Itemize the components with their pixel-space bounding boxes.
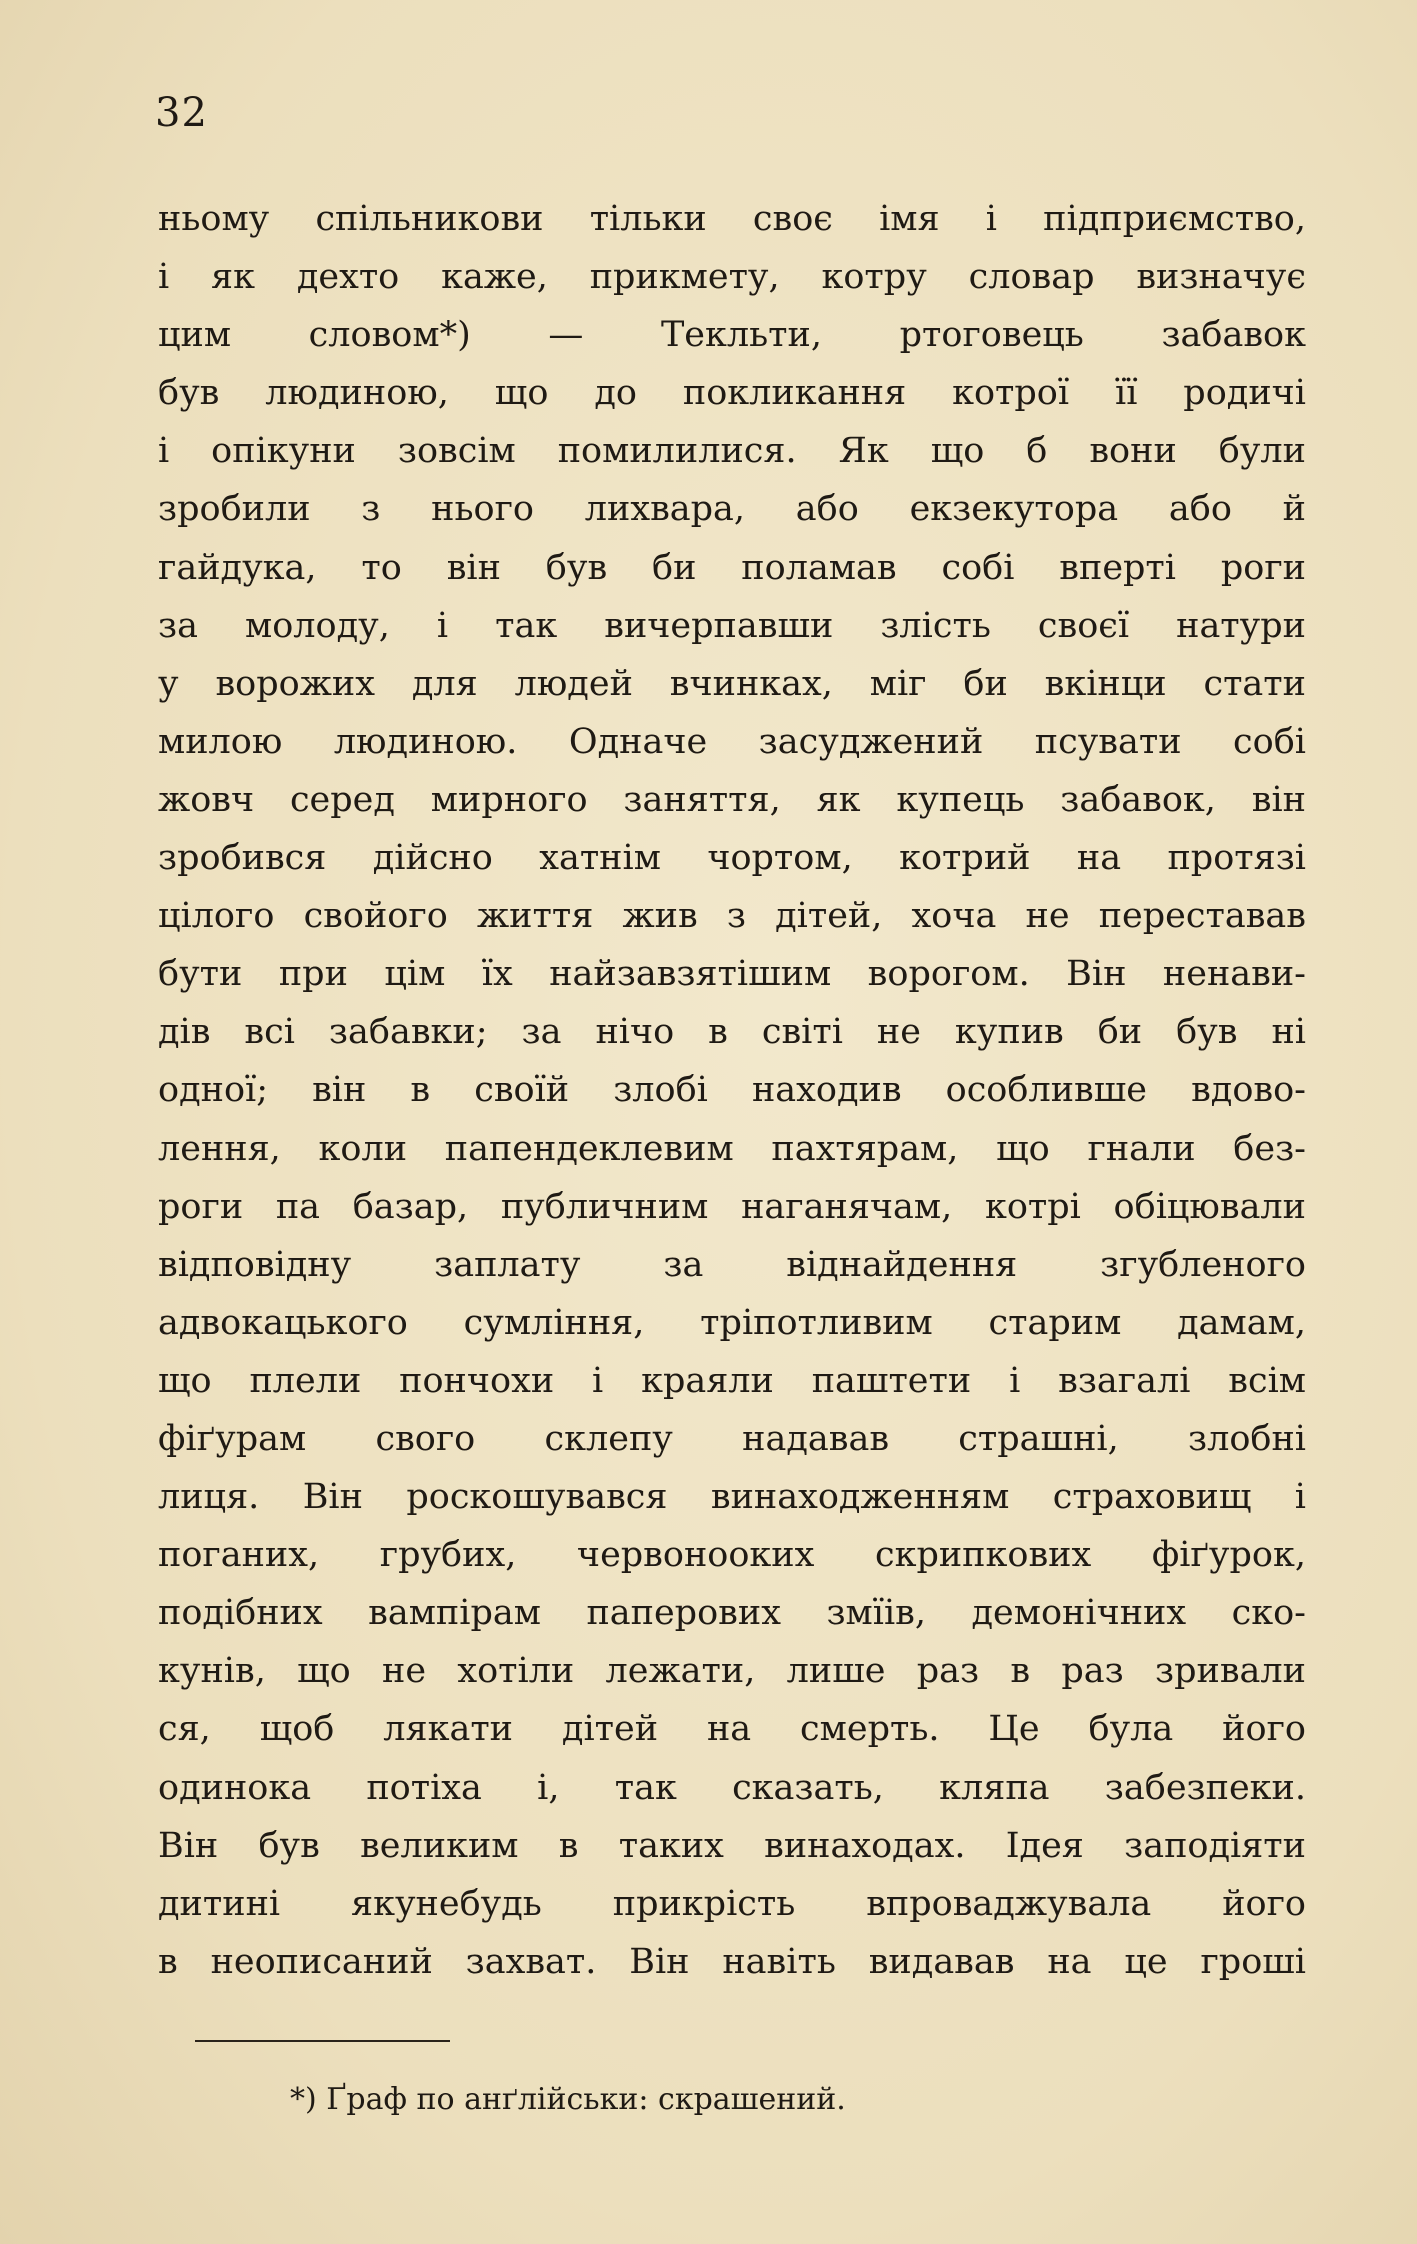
footnote: *) Ґраф по анґлійськи: скрашений. [290,2082,846,2117]
text-line: роги па базар, публичним наганячам, котрі обіцювали [158,1186,1306,1227]
text-line: жовч серед мирного заняття, як купець забавок, він [158,779,1306,820]
text-line: за молоду, і так вичерпавши злість своєї натури [158,605,1306,646]
text-line: адвокацького сумління, тріпотливим старим дамам, [158,1302,1306,1343]
text-line: лення, коли папендеклевим пахтярам, що гнали без- [158,1128,1306,1169]
text-line: зробився дійсно хатнім чортом, котрий на протязі [158,838,1306,879]
footnote-rule [195,2040,450,2042]
text-line: кунів, що не хотіли лежати, лише раз в раз зривали [158,1651,1306,1692]
text-line: зробили з нього лихвара, або екзекутора або й [158,489,1306,530]
text-line: дитині якунебудь прикрість впроваджувала його [158,1883,1306,1924]
page-number: 32 [155,90,208,136]
text-line: дів всі забавки; за нічо в світі не купив би був ні [158,1012,1306,1053]
text-line: відповідну заплату за віднайдення згубленого [158,1244,1306,1285]
text-line: що плели пончохи і краяли паштети і взагалі всім [158,1360,1306,1401]
text-line: і опікуни зовсім помилилися. Як що б вони були [158,431,1306,472]
text-line: цілого свойого життя жив з дітей, хоча не переставав [158,896,1306,937]
text-line: лиця. Він роскошувався винаходженням страховищ і [158,1477,1306,1518]
text-line: в неописаний захват. Він навіть видавав на це гроші [158,1941,1306,1982]
text-line: милою людиною. Одначе засуджений псувати собі [158,721,1306,762]
body-text [158,190,1306,1991]
text-line: цим словом*) — Текльти, ртоговець забавок [158,315,1306,356]
text-line: одинока потіха і, так сказать, кляпа забезпеки. [158,1767,1306,1808]
text-line: фіґурам свого склепу надавав страшні, злобні [158,1418,1306,1459]
text-line: був людиною, що до покликання котрої її родичі [158,373,1306,414]
text-line: поганих, грубих, червоноокиx скрипкових фіґурок, [158,1535,1306,1576]
text-line: ньому спільникови тільки своє імя і підприємство, [158,199,1306,239]
text-line: гайдука, то він був би поламав собі вперті роги [158,547,1306,588]
text-line: ся, щоб лякати дітей на смерть. Це була його [158,1709,1306,1750]
text-line: у ворожих для людей вчинках, міг би вкінци стати [158,663,1306,704]
text-line: бути при цім їх найзавзятішим ворогом. Він ненави- [158,954,1306,995]
text-line: одної; він в своїй злобі находив особливше вдово- [158,1070,1306,1111]
text-line: і як дехто каже, прикмету, котру словар визначує [158,257,1306,298]
text-line: подібних вампірам паперових змїів, демонічних ско- [158,1593,1306,1634]
text-line: Він був великим в таких винаходах. Ідея заподіяти [158,1825,1306,1866]
